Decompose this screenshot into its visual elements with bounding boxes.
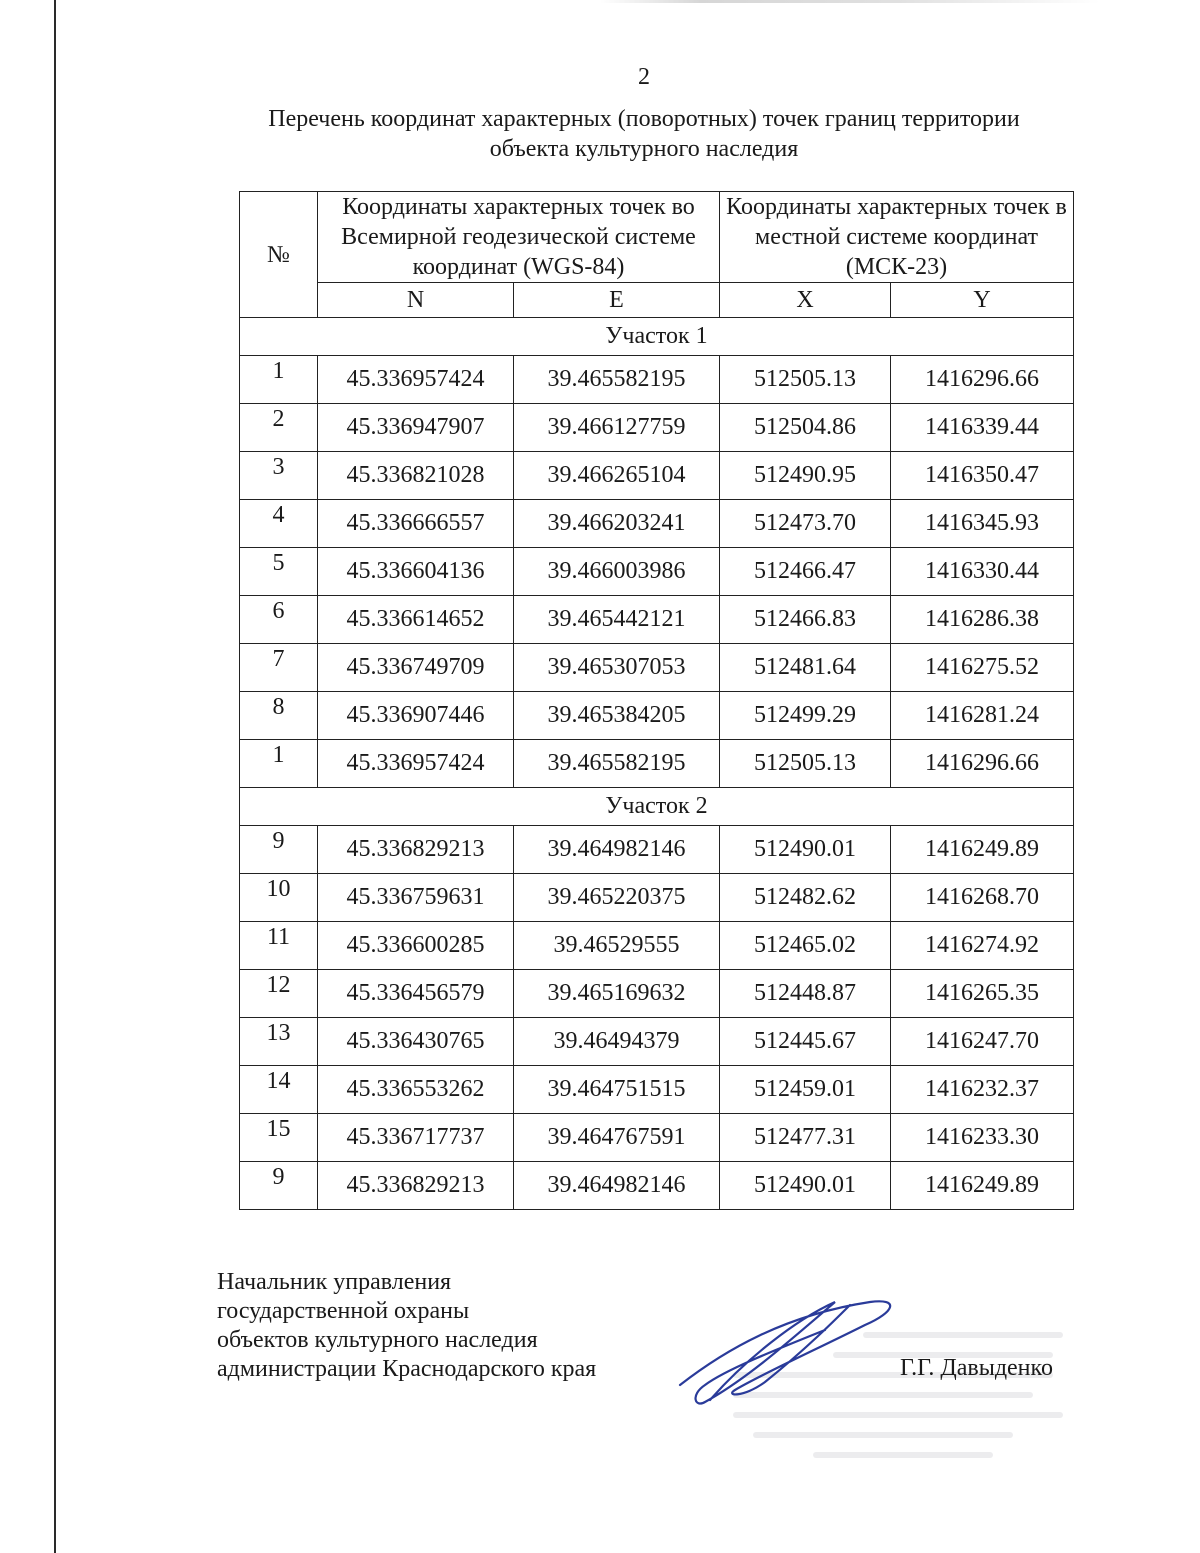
table-row: [240, 548, 1074, 596]
cell-y: 1416274.92: [891, 922, 1074, 970]
cell-e: 39.465582195: [514, 356, 720, 404]
table-body: [240, 318, 1074, 1210]
position-line: объектов культурного наследия: [217, 1327, 538, 1353]
section-title: Участок 2: [240, 788, 1074, 826]
cell-x: 512504.86: [720, 404, 891, 452]
cell-x: 512490.95: [720, 452, 891, 500]
table-row: [240, 826, 1074, 874]
table-row: [240, 500, 1074, 548]
handwritten-signature: [665, 1290, 905, 1410]
table-row: [240, 1066, 1074, 1114]
cell-x: 512505.13: [720, 356, 891, 404]
cell-n: 45.336749709: [318, 644, 514, 692]
cell-n: 45.336947907: [318, 404, 514, 452]
cell-n: 45.336957424: [318, 740, 514, 788]
header-x: X: [720, 283, 891, 318]
table-row: [240, 1162, 1074, 1210]
position-line: Начальник управления: [217, 1269, 452, 1295]
cell-x: 512473.70: [720, 500, 891, 548]
table-row: [240, 644, 1074, 692]
cell-n: 45.336614652: [318, 596, 514, 644]
point-number: 10: [240, 874, 318, 922]
cell-n: 45.336907446: [318, 692, 514, 740]
cell-y: 1416330.44: [891, 548, 1074, 596]
cell-y: 1416275.52: [891, 644, 1074, 692]
point-number: 7: [240, 644, 318, 692]
table-row: [240, 356, 1074, 404]
cell-e: 39.465582195: [514, 740, 720, 788]
point-number: 1: [240, 356, 318, 404]
cell-y: 1416296.66: [891, 356, 1074, 404]
cell-y: 1416232.37: [891, 1066, 1074, 1114]
point-number: 9: [240, 1162, 318, 1210]
header-msk: Координаты характерных точек в местной системе координат (МСК-23): [720, 192, 1074, 283]
section-row: [240, 788, 1074, 826]
header-num: №: [240, 192, 318, 318]
cell-x: 512477.31: [720, 1114, 891, 1162]
signatory-position: [217, 1268, 596, 1384]
cell-y: 1416345.93: [891, 500, 1074, 548]
cell-n: 45.336829213: [318, 826, 514, 874]
cell-x: 512466.83: [720, 596, 891, 644]
cell-e: 39.464982146: [514, 826, 720, 874]
table-row: [240, 970, 1074, 1018]
cell-e: 39.465169632: [514, 970, 720, 1018]
cell-x: 512459.01: [720, 1066, 891, 1114]
header-y: Y: [891, 283, 1074, 318]
cell-n: 45.336456579: [318, 970, 514, 1018]
position-line: государственной охраны: [217, 1298, 470, 1324]
table-row: [240, 922, 1074, 970]
cell-n: 45.336759631: [318, 874, 514, 922]
cell-y: 1416286.38: [891, 596, 1074, 644]
table-row: [240, 740, 1074, 788]
point-number: 8: [240, 692, 318, 740]
cell-x: 512490.01: [720, 826, 891, 874]
cell-n: 45.336717737: [318, 1114, 514, 1162]
cell-x: 512481.64: [720, 644, 891, 692]
cell-e: 39.464982146: [514, 1162, 720, 1210]
table-row: [240, 404, 1074, 452]
point-number: 11: [240, 922, 318, 970]
title-line-2: объекта культурного наследия: [489, 136, 799, 162]
point-number: 14: [240, 1066, 318, 1114]
cell-e: 39.465384205: [514, 692, 720, 740]
header-wgs: Координаты характерных точек во Всемирной геодезической системе координат (WGS-84): [318, 192, 720, 283]
cell-x: 512490.01: [720, 1162, 891, 1210]
point-number: 13: [240, 1018, 318, 1066]
cell-e: 39.465442121: [514, 596, 720, 644]
cell-y: 1416249.89: [891, 1162, 1074, 1210]
document-title: [180, 104, 1108, 164]
cell-y: 1416339.44: [891, 404, 1074, 452]
cell-e: 39.466265104: [514, 452, 720, 500]
table-row: [240, 452, 1074, 500]
point-number: 12: [240, 970, 318, 1018]
table-row: [240, 874, 1074, 922]
header-e: E: [514, 283, 720, 318]
cell-x: 512482.62: [720, 874, 891, 922]
cell-y: 1416296.66: [891, 740, 1074, 788]
cell-n: 45.336666557: [318, 500, 514, 548]
table-row: [240, 1114, 1074, 1162]
cell-y: 1416249.89: [891, 826, 1074, 874]
cell-e: 39.46529555: [514, 922, 720, 970]
cell-n: 45.336553262: [318, 1066, 514, 1114]
title-line-1: Перечень координат характерных (поворотных) точек границ территории: [268, 106, 1020, 132]
section-row: [240, 318, 1074, 356]
table-row: [240, 692, 1074, 740]
cell-e: 39.464751515: [514, 1066, 720, 1114]
position-line: администрации Краснодарского края: [217, 1356, 597, 1382]
cell-x: 512505.13: [720, 740, 891, 788]
point-number: 3: [240, 452, 318, 500]
cell-y: 1416350.47: [891, 452, 1074, 500]
section-title: Участок 1: [240, 318, 1074, 356]
cell-x: 512445.67: [720, 1018, 891, 1066]
point-number: 9: [240, 826, 318, 874]
cell-x: 512499.29: [720, 692, 891, 740]
cell-y: 1416265.35: [891, 970, 1074, 1018]
header-n: N: [318, 283, 514, 318]
cell-e: 39.466203241: [514, 500, 720, 548]
cell-e: 39.465220375: [514, 874, 720, 922]
cell-n: 45.336430765: [318, 1018, 514, 1066]
cell-n: 45.336829213: [318, 1162, 514, 1210]
cell-y: 1416268.70: [891, 874, 1074, 922]
scan-edge-line: [54, 0, 56, 1553]
cell-n: 45.336604136: [318, 548, 514, 596]
point-number: 5: [240, 548, 318, 596]
table-row: [240, 596, 1074, 644]
cell-e: 39.466003986: [514, 548, 720, 596]
cell-e: 39.464767591: [514, 1114, 720, 1162]
point-number: 4: [240, 500, 318, 548]
signer-name: Г.Г. Давыденко: [900, 1355, 1053, 1381]
cell-e: 39.46494379: [514, 1018, 720, 1066]
cell-x: 512465.02: [720, 922, 891, 970]
cell-n: 45.336600285: [318, 922, 514, 970]
page-number: 2: [638, 64, 650, 90]
cell-x: 512466.47: [720, 548, 891, 596]
cell-n: 45.336957424: [318, 356, 514, 404]
point-number: 1: [240, 740, 318, 788]
scan-artifact: [600, 0, 1100, 3]
cell-e: 39.466127759: [514, 404, 720, 452]
cell-x: 512448.87: [720, 970, 891, 1018]
point-number: 2: [240, 404, 318, 452]
coordinates-table: [239, 191, 1074, 1210]
table-row: [240, 1018, 1074, 1066]
cell-y: 1416233.30: [891, 1114, 1074, 1162]
cell-y: 1416281.24: [891, 692, 1074, 740]
cell-y: 1416247.70: [891, 1018, 1074, 1066]
point-number: 15: [240, 1114, 318, 1162]
point-number: 6: [240, 596, 318, 644]
cell-e: 39.465307053: [514, 644, 720, 692]
cell-n: 45.336821028: [318, 452, 514, 500]
